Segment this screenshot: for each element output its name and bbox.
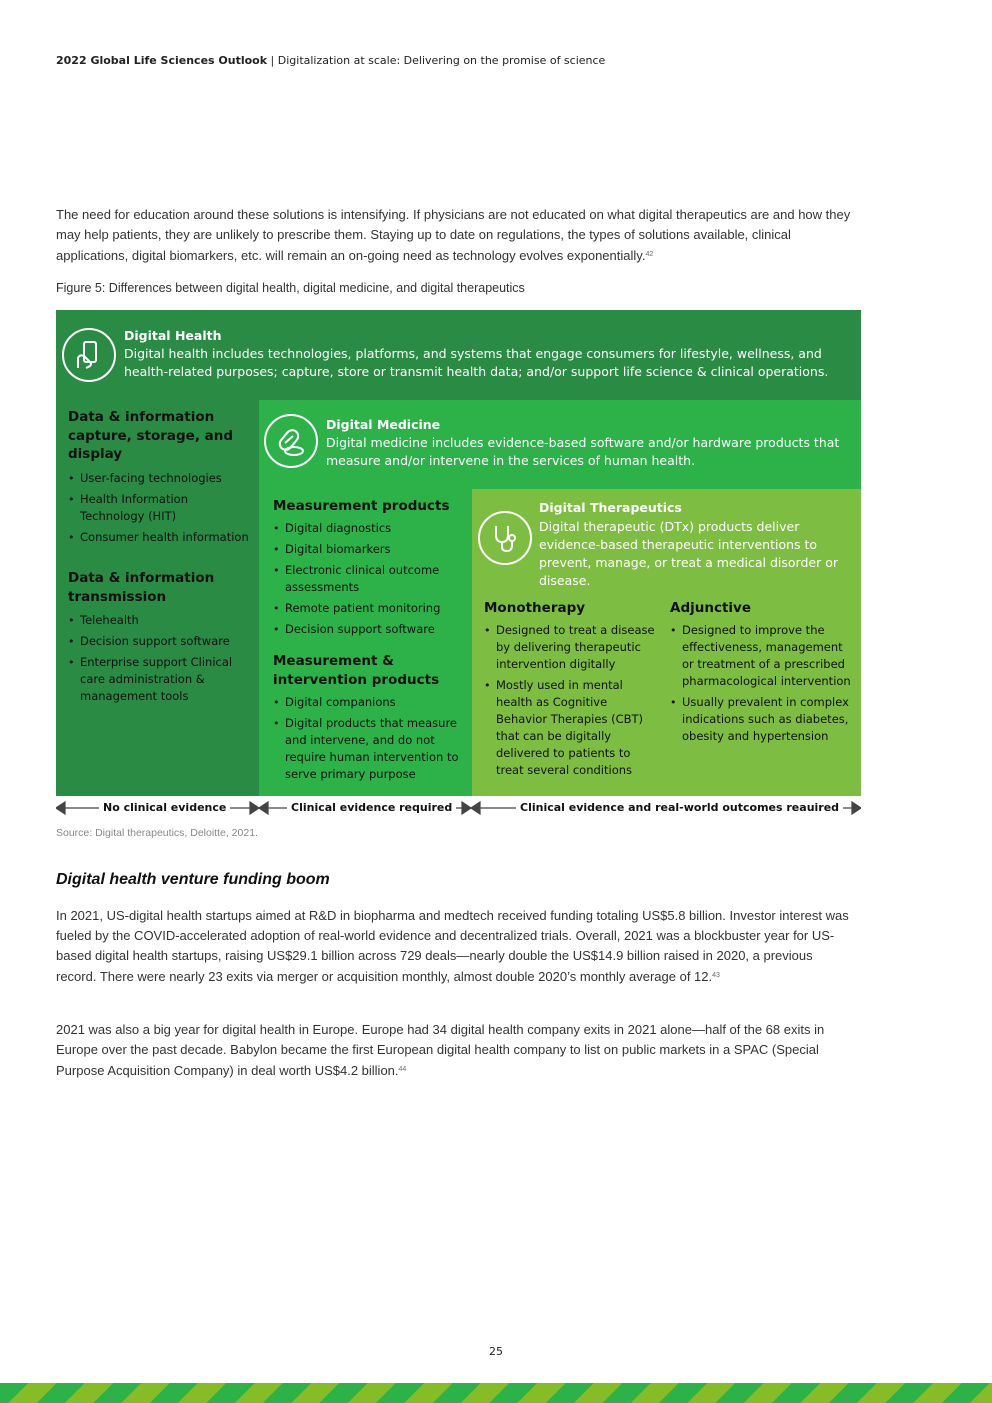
adjunctive-list [670, 622, 852, 749]
digital-therapeutics-desc: Digital therapeutic (DTx) products deliver evidence-based therapeutic interventions to prevent, manage, or treat a medical disorder or disease. [539, 519, 838, 588]
list-item: • Digital diagnostics [273, 520, 473, 537]
funding-paragraph-2: 2021 was also a big year for digital health in Europe. Europe had 34 digital health company exits in 2021 alone—half of the 68 exits in Europe over the past decade. Babylon became the first European digital health company to list on public markets in a SPAC (Special Purpose Acquisition Company) in deal worth US$4.2 billion.$^{44}$ [56, 1022, 825, 1078]
list-item: • Health Information Technology (HIT) [68, 491, 254, 525]
digital-medicine-desc: Digital medicine includes evidence-based software and/or hardware products that measure and/or intervene in the services of human health. [326, 435, 840, 468]
evidence-axis [56, 800, 861, 816]
figure-caption: Figure 5: Differences between digital health, digital medicine, and digital therapeutics [56, 281, 525, 295]
digital-health-title: Digital Health [124, 328, 222, 343]
axis-label-real-world-outcomes: Clinical evidence and real-world outcomes reauired [516, 801, 843, 814]
list-item: • Remote patient monitoring [273, 600, 473, 617]
axis-label-no-evidence: No clinical evidence [99, 801, 230, 814]
dh-group1-list [68, 470, 254, 550]
list-item: • Digital products that measure and intervene, and do not require human intervention to serve primary purpose [273, 715, 473, 783]
monotherapy-list [484, 622, 660, 783]
funding-paragraph-1: In 2021, US-digital health startups aimed at R&D in biopharma and medtech received funding totaling US$5.8 billion. Investor interest was fueled by the COVID-accelerated adoption of real-world evidence and decentralized trials. Overall, 2021 was a blockbuster year for US-based digital health startups, raising US$29.1 billion across 729 deals—nearly double the US$14.9 billion raised in 2020, a previous record. There were nearly 23 exits via merger or acquisition monthly, almost double 2020’s monthly average of 12.43 [56, 908, 849, 984]
smartphone-hand-icon [62, 328, 116, 382]
list-item: • Enterprise support Clinical care administration & management tools [68, 654, 254, 705]
list-item: • Electronic clinical outcome assessments [273, 562, 473, 596]
footer-stripe [0, 1383, 992, 1403]
page-header [56, 54, 605, 67]
figure-5 [56, 310, 861, 796]
pills-icon [264, 414, 318, 468]
list-item: • Digital biomarkers [273, 541, 473, 558]
dh-group2-title: Data & information transmission [68, 570, 215, 605]
list-item: • Decision support software [273, 621, 473, 638]
digital-therapeutics-box [472, 489, 861, 796]
monotherapy-title: Monotherapy [484, 600, 586, 616]
dm-group1-title: Measurement products [273, 498, 450, 514]
list-item: • Designed to treat a disease by delivering therapeutic intervention digitally [484, 622, 660, 673]
section-title: Digital health venture funding boom [56, 871, 330, 888]
digital-medicine-title: Digital Medicine [326, 417, 441, 432]
list-item: • Telehealth [68, 612, 254, 629]
footnote-ref[interactable]: 44 [398, 1066, 407, 1073]
figure-source: Source: Digital therapeutics, Deloitte, 2021. [56, 827, 258, 839]
adjunctive-title: Adjunctive [670, 600, 751, 616]
dh-group2-list [68, 612, 254, 709]
report-subtitle: | Digitalization at scale: Delivering on the promise of science [267, 54, 606, 67]
dm-group1-list [273, 520, 473, 642]
list-item: • Decision support software [68, 633, 254, 650]
intro-paragraph: The need for education around these solutions is intensifying. If physicians are not educated on what digital therapeutics are and how they may help patients, they are unlikely to prescribe them. Staying up to date on regulations, the types of solutions available, clinical applications, digital biomarkers, etc. will remain an on-going need as technology evolves exponentially.$^{42}$ [56, 207, 851, 263]
digital-health-desc: Digital health includes technologies, platforms, and systems that engage consumers for lifestyle, wellness, and health-related purposes; capture, store or transmit health data; and/or support life science & clinical operations. [124, 346, 829, 379]
report-title: 2022 Global Life Sciences Outlook [56, 54, 268, 67]
digital-therapeutics-title: Digital Therapeutics [539, 500, 682, 515]
footnote-ref[interactable]: 42 [645, 251, 654, 258]
axis-label-evidence-required: Clinical evidence required [287, 801, 456, 814]
dh-group1-title: Data & information capture, storage, and display [68, 409, 234, 462]
list-item: • Mostly used in mental health as Cognitive Behavior Therapies (CBT) that can be digitally delivered to patients to treat several conditions [484, 677, 660, 779]
page-number: 25 [489, 1345, 503, 1358]
list-item: • Designed to improve the effectiveness, management or treatment of a prescribed pharmacological intervention [670, 622, 852, 690]
list-item: • Consumer health information [68, 529, 254, 546]
list-item: • Usually prevalent in complex indications such as diabetes, obesity and hypertension [670, 694, 852, 745]
list-item: • Digital companions [273, 694, 473, 711]
footnote-ref[interactable]: 43 [712, 972, 720, 979]
dm-group2-title: Measurement & intervention products [273, 653, 440, 688]
dm-group2-list [273, 694, 473, 787]
stethoscope-icon [478, 511, 532, 565]
list-item: • User-facing technologies [68, 470, 254, 487]
